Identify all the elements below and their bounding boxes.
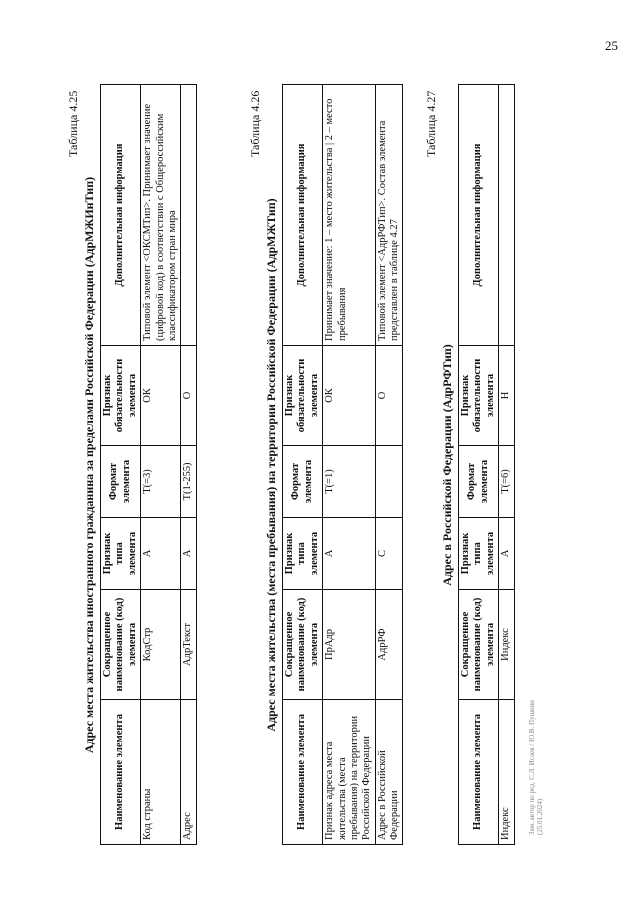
header-type: Признак типа элемента bbox=[283, 518, 323, 590]
table-label: Таблица 4.27 bbox=[424, 90, 438, 157]
cell-name: Адрес в Российской Федерации bbox=[375, 700, 403, 845]
cell-required: О bbox=[181, 346, 196, 446]
cell-name: Код страны bbox=[141, 700, 181, 845]
cell-type: А bbox=[181, 518, 196, 590]
header-code: Сокращенное наименование (код) элемента bbox=[459, 590, 499, 700]
header-name: Наименование элемента bbox=[101, 700, 141, 845]
header-required: Признак обязательности элемента bbox=[459, 346, 499, 446]
header-info: Дополнительная информация bbox=[283, 85, 323, 346]
cell-info bbox=[499, 85, 514, 346]
page-number: 25 bbox=[605, 38, 618, 53]
header-type: Признак типа элемента bbox=[101, 518, 141, 590]
margin-stamp: Зам. автор по ред. С.Л. Исаев / Ю.В. Пушкин (25.01.2024) bbox=[528, 700, 545, 835]
cell-code: КодСтр bbox=[141, 590, 181, 700]
header-name: Наименование элемента bbox=[283, 700, 323, 845]
cell-format: T(=6) bbox=[499, 446, 514, 518]
cell-required: ОК bbox=[141, 346, 181, 446]
cell-code: АдрТекст bbox=[181, 590, 196, 700]
cell-required: Н bbox=[499, 346, 514, 446]
cell-code: ПрАдр bbox=[323, 590, 376, 700]
cell-name: Индекс bbox=[499, 700, 514, 845]
table-row bbox=[141, 85, 181, 845]
table-row bbox=[323, 85, 376, 845]
cell-format: T(1-255) bbox=[181, 446, 196, 518]
cell-name: Адрес bbox=[181, 700, 196, 845]
table-label: Таблица 4.25 bbox=[66, 90, 80, 157]
header-name: Наименование элемента bbox=[459, 700, 499, 845]
cell-code: АдрРФ bbox=[375, 590, 403, 700]
table-row bbox=[499, 85, 514, 845]
cell-type: А bbox=[323, 518, 376, 590]
table-row bbox=[181, 85, 196, 845]
table-caption: Адрес места жительства (места пребывания) на территории Российской Федерации (АдрМЖТип) bbox=[264, 198, 278, 732]
cell-type: А bbox=[141, 518, 181, 590]
table-caption: Адрес в Российской Федерации (АдрРФТип) bbox=[440, 344, 454, 586]
header-required: Признак обязательности элемента bbox=[283, 346, 323, 446]
cell-name: Признак адреса места жительства (места пребывания) на территории Российской Федерации bbox=[323, 700, 376, 845]
header-code: Сокращенное наименование (код) элемента bbox=[283, 590, 323, 700]
cell-info: Типовой элемент <АдрРФТип>. Состав элемента представлен в таблице 4.27 bbox=[375, 85, 403, 346]
header-info: Дополнительная информация bbox=[101, 85, 141, 346]
cell-format bbox=[375, 446, 403, 518]
cell-info bbox=[181, 85, 196, 346]
cell-required: ОК bbox=[323, 346, 376, 446]
table-row bbox=[375, 85, 403, 845]
table-4-26 bbox=[282, 84, 403, 845]
table-label: Таблица 4.26 bbox=[248, 90, 262, 157]
header-required: Признак обязательности элемента bbox=[101, 346, 141, 446]
cell-type: А bbox=[499, 518, 514, 590]
header-format: Формат элемента bbox=[101, 446, 141, 518]
cell-type: С bbox=[375, 518, 403, 590]
cell-info: Принимает значение: 1 – место жительства | 2 – место пребывания bbox=[323, 85, 376, 346]
header-type: Признак типа элемента bbox=[459, 518, 499, 590]
table-4-27 bbox=[458, 84, 515, 845]
cell-code: Индекс bbox=[499, 590, 514, 700]
cell-format: T(=1) bbox=[323, 446, 376, 518]
header-format: Формат элемента bbox=[283, 446, 323, 518]
header-info: Дополнительная информация bbox=[459, 85, 499, 346]
table-4-25 bbox=[100, 84, 197, 845]
cell-format: T(=3) bbox=[141, 446, 181, 518]
cell-required: О bbox=[375, 346, 403, 446]
rotated-page-content bbox=[58, 75, 578, 875]
cell-info: Типовой элемент <ОКСМТип>. Принимает значение (цифровой код) в соответствии с Общероссийским классификатором стран мира bbox=[141, 85, 181, 346]
header-format: Формат элемента bbox=[459, 446, 499, 518]
table-caption: Адрес места жительства иностранного гражданина за пределами Российской Федерации (АдрМЖИнТип) bbox=[82, 176, 96, 754]
header-code: Сокращенное наименование (код) элемента bbox=[101, 590, 141, 700]
